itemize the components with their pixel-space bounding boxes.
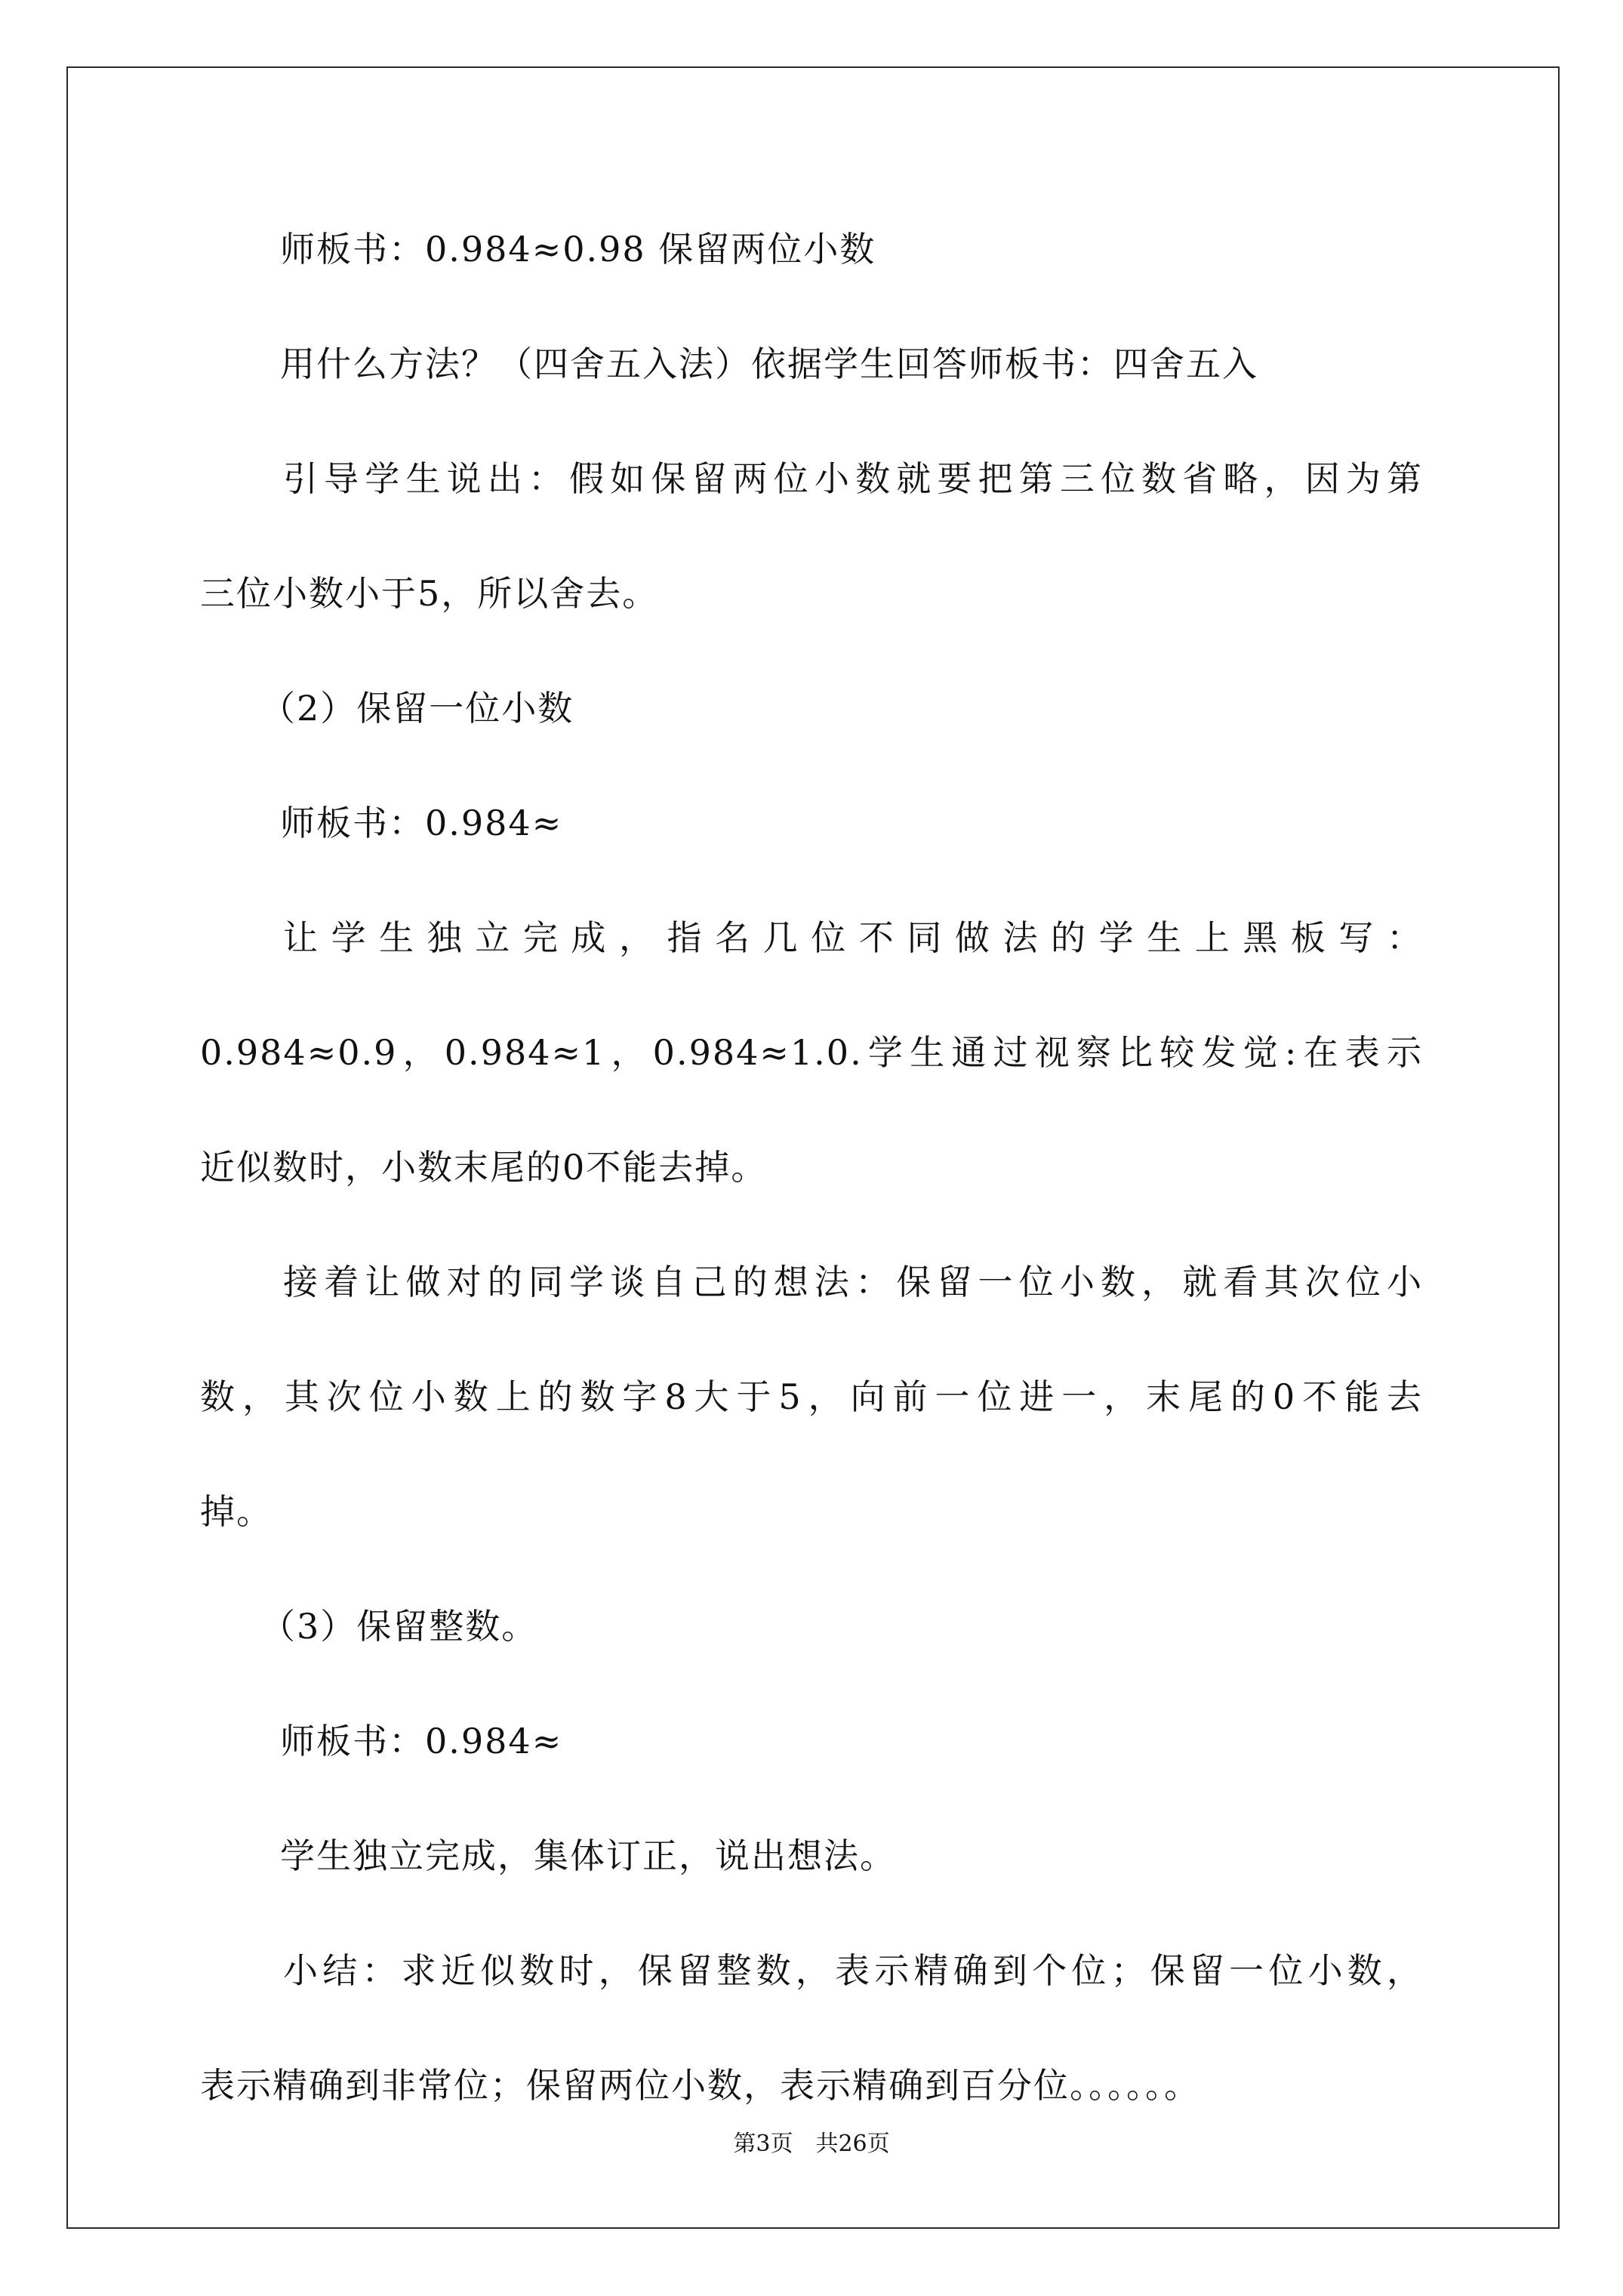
- page-footer: 第3页 共26页: [733, 2131, 890, 2157]
- paragraph-line: 师板书：0.984≈: [280, 1721, 563, 1761]
- paragraph-line: 掉。: [200, 1491, 273, 1532]
- paragraph-line: 学生独立完成，集体订正，说出想法。: [280, 1835, 896, 1876]
- paragraph-line: 0.984≈0.9，0.984≈1，0.984≈1.0.学生通过视察比较发觉:在表示: [200, 1032, 1423, 1073]
- section-heading: （2）保留一位小数: [260, 688, 574, 729]
- paragraph-line: 小结：求近似数时，保留整数，表示精确到个位；保留一位小数，: [283, 1950, 1423, 1991]
- paragraph-line: 师板书：0.984≈0.98 保留两位小数: [280, 229, 876, 270]
- paragraph-line: 表示精确到非常位；保留两位小数，表示精确到百分位。。。。。。: [200, 2065, 1200, 2106]
- paragraph-line: 引导学生说出：假如保留两位小数就要把第三位数省略，因为第: [283, 458, 1423, 499]
- paragraph-line: 接着让做对的同学谈自己的想法：保留一位小数，就看其次位小: [283, 1262, 1423, 1302]
- paragraph-line: 近似数时，小数末尾的0不能去掉。: [200, 1147, 768, 1188]
- paragraph-line: 用什么方法？（四舍五入法）依据学生回答师板书：四舍五入: [280, 344, 1258, 384]
- paragraph-line: 师板书：0.984≈: [280, 803, 563, 843]
- section-heading: （3）保留整数。: [260, 1606, 538, 1647]
- paragraph-line: 让学生独立完成，指名几位不同做法的学生上黑板写：: [283, 917, 1423, 958]
- paragraph-line: 数，其次位小数上的数字8大于5，向前一位进一，末尾的0不能去: [200, 1376, 1423, 1417]
- paragraph-line: 三位小数小于5，所以舍去。: [200, 573, 659, 614]
